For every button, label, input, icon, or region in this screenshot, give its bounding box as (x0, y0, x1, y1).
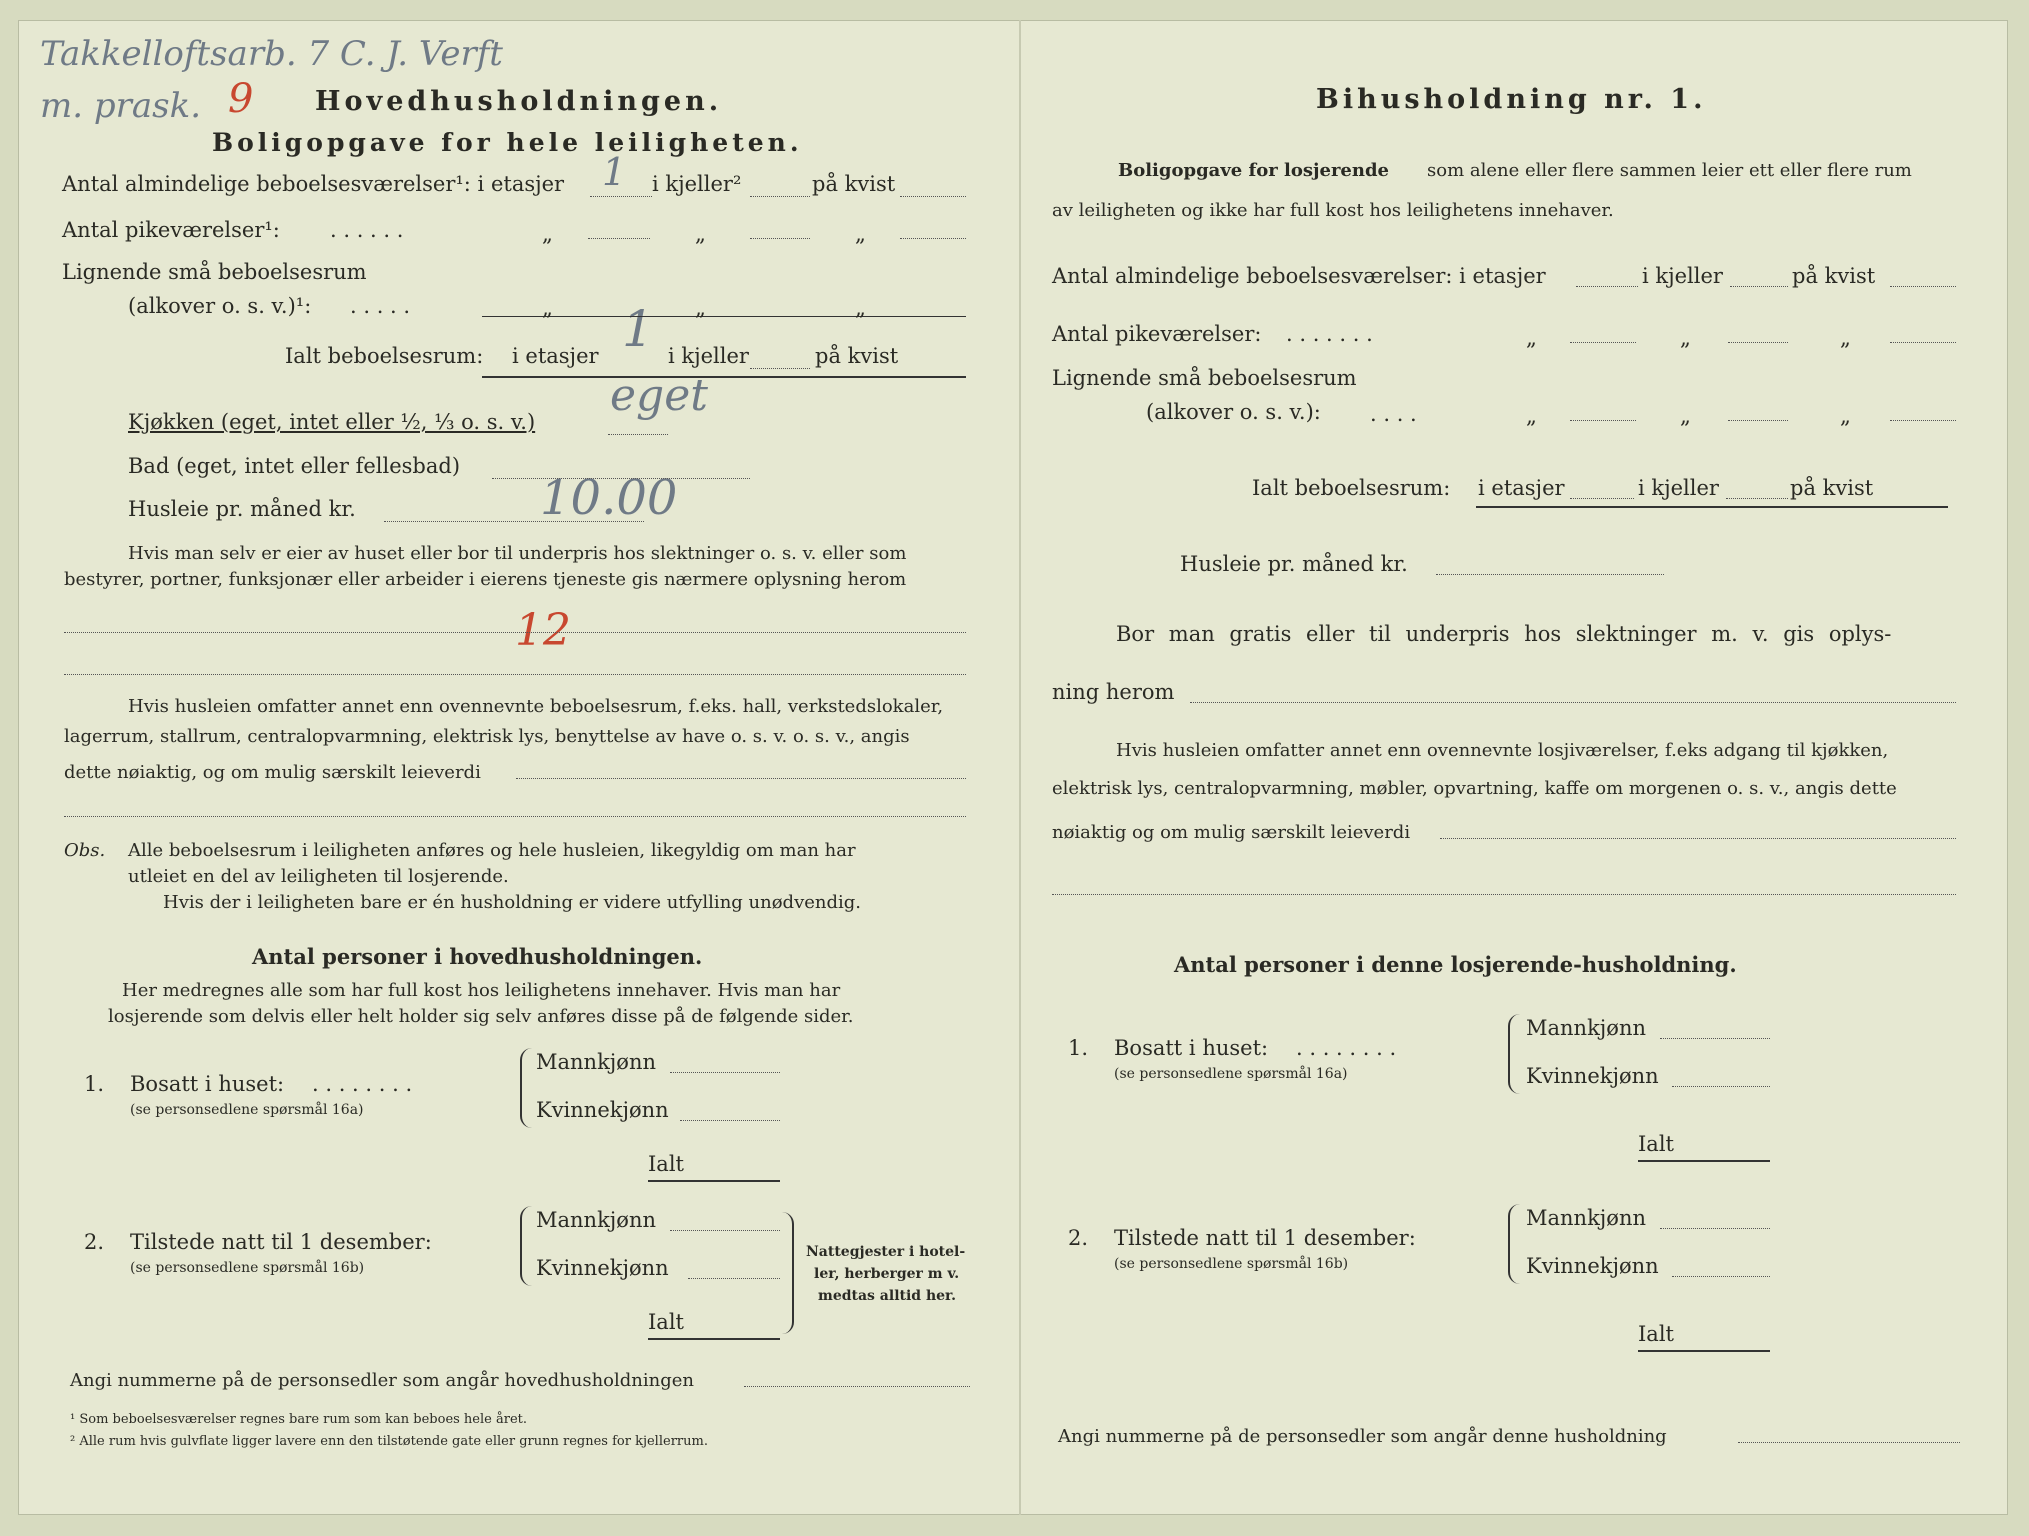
left-bad-line (492, 478, 750, 479)
left-natt-note2: ler, herberger m v. (814, 1266, 960, 1282)
left-eier-p2: bestyrer, portner, funksjonær eller arbeider i eierens tjeneste gis nærmere oplysning herom (64, 569, 907, 590)
left-persons-title: Antal personer i hovedhusholdningen. (252, 944, 703, 969)
handwritten-corner-number: 9 (228, 76, 254, 122)
left-persons-p1: Her medregnes alle som har full kost hos leilighetens innehaver. Hvis man har (122, 980, 841, 1001)
left-q2-sub: (se personsedlene spørsmål 16b) (130, 1260, 365, 1276)
right-row3-line1 (1570, 420, 1636, 421)
left-row3-dots: . . . . . (350, 294, 411, 318)
left-row1-kjeller-line (750, 196, 810, 197)
right-q1-brace (1508, 1014, 1520, 1094)
left-eier-line2 (64, 674, 966, 675)
left-row2-quote2: „ (695, 222, 706, 246)
page-fold (1019, 20, 1021, 1515)
left-row4-kvist: på kvist (815, 344, 899, 368)
right-row4-label: Ialt beboelsesrum: (1252, 476, 1451, 500)
left-footnote-2: ² Alle rum hvis gulvflate ligger lavere enn den tilstøtende gate eller grunn regnes for kjellerrum. (70, 1434, 708, 1449)
right-q2-mann-line (1660, 1228, 1770, 1229)
right-q2-sub: (se personsedlene spørsmål 16b) (1114, 1256, 1349, 1272)
right-husleie-label: Husleie pr. måned kr. (1180, 552, 1408, 576)
right-row3-line2 (1728, 420, 1788, 421)
left-omfatter-p1: Hvis husleien omfatter annet enn ovennevnte beboelsesrum, f.eks. hall, verkstedslokaler, (128, 696, 944, 717)
right-row4-etasjer: i etasjer (1478, 476, 1565, 500)
right-row4-kjeller-line (1726, 498, 1788, 499)
right-gratis-line1: Bor man gratis eller til underpris hos slektninger m. v. gis oplys- (1116, 622, 1892, 646)
right-row2-quote3: „ (1840, 326, 1851, 350)
right-q1-kvinne-line (1672, 1086, 1770, 1087)
left-obs-label: Obs. (64, 840, 106, 861)
left-q2-brace (520, 1206, 532, 1286)
right-gratis-line (1190, 702, 1956, 703)
right-row2-line2 (1728, 342, 1788, 343)
left-row2-line2 (750, 238, 810, 239)
left-angi-line (744, 1386, 970, 1387)
handwritten-ialt-etasjer-value: 1 (622, 300, 654, 358)
left-row4-kjeller: i kjeller (668, 344, 749, 368)
left-row3-rule (482, 316, 966, 317)
right-row1-label: Antal almindelige beboelsesværelser: i etasjer (1052, 264, 1546, 288)
right-angi: Angi nummerne på de personsedler som angår denne husholdning (1058, 1426, 1667, 1447)
left-kjokken-line (608, 434, 668, 435)
right-q1-mann-line (1660, 1038, 1770, 1039)
left-row1-kvist: på kvist (812, 172, 896, 196)
left-title: Hovedhusholdningen. (315, 86, 723, 117)
left-q2-mann-line (670, 1230, 780, 1231)
right-row4-etasjer-line (1570, 498, 1634, 499)
right-title: Bihusholdning nr. 1. (1316, 84, 1707, 115)
left-angi: Angi nummerne på de personsedler som angår hovedhusholdningen (70, 1370, 694, 1391)
right-intro-rest: som alene eller flere sammen leier ett eller flere rum (1427, 160, 1912, 181)
left-q1-number: 1. (84, 1072, 105, 1096)
left-husleie-line (384, 521, 644, 522)
left-omfatter-p3: dette nøiaktig, og om mulig særskilt leieverdi (64, 762, 481, 783)
right-persons-title: Antal personer i denne losjerende-husholdning. (1174, 952, 1737, 977)
right-row4-kjeller: i kjeller (1638, 476, 1719, 500)
right-intro-line2: av leiligheten og ikke har full kost hos leilighetens innehaver. (1052, 200, 1614, 221)
left-row1-kjeller: i kjeller² (652, 172, 742, 196)
right-angi-line (1738, 1442, 1960, 1443)
left-q2-ialt-rule (648, 1338, 780, 1340)
left-q2-kvinne: Kvinnekjønn (536, 1256, 669, 1280)
right-row3-quote3: „ (1840, 404, 1851, 428)
left-q1-sub: (se personsedlene spørsmål 16a) (130, 1102, 364, 1118)
left-row3-label2: (alkover o. s. v.)¹: (128, 294, 312, 318)
left-bad-label: Bad (eget, intet eller fellesbad) (128, 454, 461, 478)
left-row3-quote1: „ (542, 296, 553, 320)
left-row2-quote1: „ (542, 222, 553, 246)
left-row4-etasjer: i etasjer (512, 344, 599, 368)
right-omfatter-line2 (1052, 894, 1956, 895)
right-q1-ialt: Ialt (1638, 1132, 1674, 1156)
left-footnote-1: ¹ Som beboelsesværelser regnes bare rum som kan beboes hele året. (70, 1412, 527, 1427)
right-q2-kvinne: Kvinnekjønn (1526, 1254, 1659, 1278)
left-row4-rule (482, 376, 966, 378)
left-q2-label: Tilstede natt til 1 desember: (130, 1230, 432, 1254)
handwritten-corner-line1: Takkelloftsarb. 7 C. J. Verft (40, 34, 503, 74)
left-row1-etasjer-line (590, 196, 652, 197)
right-q2-brace (1508, 1204, 1520, 1284)
right-row1-kvist-line (1890, 286, 1956, 287)
left-row1-label: Antal almindelige beboelsesværelser¹: i etasjer (62, 172, 565, 196)
left-natt-note1: Nattegjester i hotel- (806, 1244, 966, 1260)
left-q1-kvinne: Kvinnekjønn (536, 1098, 669, 1122)
right-row4-kvist: på kvist (1790, 476, 1874, 500)
left-row2-line3 (900, 238, 966, 239)
right-omfatter-p3: nøiaktig og om mulig særskilt leieverdi (1052, 822, 1411, 843)
right-q2-number: 2. (1068, 1226, 1089, 1250)
right-q2-kvinne-line (1672, 1276, 1770, 1277)
handwritten-husleie-value: 10.00 (540, 470, 678, 526)
right-row1-kvist: på kvist (1792, 264, 1876, 288)
left-kjokken-label: Kjøkken (eget, intet eller ½, ⅓ o. s. v.) (128, 410, 536, 434)
left-q1-kvinne-line (680, 1120, 780, 1121)
left-obs-p2: utleiet en del av leiligheten til losjerende. (128, 866, 509, 887)
right-row2-label: Antal pikeværelser: (1052, 322, 1262, 346)
right-q1-ialt-rule (1638, 1160, 1770, 1162)
left-subtitle: Boligopgave for hele leiligheten. (212, 128, 803, 157)
left-q1-label: Bosatt i huset: (130, 1072, 285, 1096)
right-row2-quote1: „ (1526, 326, 1537, 350)
left-q2-number: 2. (84, 1230, 105, 1254)
left-omfatter-p2: lagerrum, stallrum, centralopvarmning, elektrisk lys, benyttelse av have o. s. v. o. s. v., angis (64, 726, 910, 747)
right-omfatter-p1: Hvis husleien omfatter annet enn ovennevnte losjiværelser, f.eks adgang til kjøkken, (1116, 740, 1889, 761)
left-obs-p1: Alle beboelsesrum i leiligheten anføres og hele husleien, likegyldig om man har (128, 840, 856, 861)
left-q2-right-brace (782, 1212, 794, 1334)
right-row2-line1 (1570, 342, 1636, 343)
right-row3-quote2: „ (1680, 404, 1691, 428)
left-row4-label: Ialt beboelsesrum: (285, 344, 484, 368)
right-omfatter-p2: elektrisk lys, centralopvarmning, møbler, opvartning, kaffe om morgenen o. s. v., angis dette (1052, 778, 1897, 799)
left-row3-label1: Lignende små beboelsesrum (62, 260, 367, 284)
right-row3-label2: (alkover o. s. v.): (1146, 400, 1321, 424)
left-q1-ialt-rule (648, 1180, 780, 1182)
right-row3-line3 (1890, 420, 1956, 421)
left-q1-dots: . . . . . . . . (312, 1072, 413, 1096)
left-natt-note3: medtas alltid her. (818, 1288, 957, 1304)
right-row1-etasjer-line (1576, 286, 1638, 287)
right-intro-bold: Boligopgave for losjerende (1118, 160, 1390, 181)
left-q2-mann: Mannkjønn (536, 1208, 657, 1232)
right-q1-dots: . . . . . . . . (1296, 1036, 1397, 1060)
right-q1-mann: Mannkjønn (1526, 1016, 1647, 1040)
handwritten-kjokken-value: eget (610, 370, 708, 421)
right-row2-quote2: „ (1680, 326, 1691, 350)
left-row3-quote2: „ (695, 296, 706, 320)
left-eier-line1 (64, 632, 966, 633)
left-eier-p1: Hvis man selv er eier av huset eller bor til underpris hos slektninger o. s. v. eller som (128, 543, 907, 564)
right-row3-dots: . . . . (1370, 402, 1417, 426)
left-q1-ialt: Ialt (648, 1152, 684, 1176)
right-q1-sub: (se personsedlene spørsmål 16a) (1114, 1066, 1348, 1082)
right-row3-label1: Lignende små beboelsesrum (1052, 366, 1357, 390)
left-husleie-label: Husleie pr. måned kr. (128, 497, 356, 521)
left-row2-dots: . . . . . . (330, 218, 404, 242)
right-q1-kvinne: Kvinnekjønn (1526, 1064, 1659, 1088)
left-omfatter-line2 (64, 816, 966, 817)
right-q1-label: Bosatt i huset: (1114, 1036, 1269, 1060)
right-q2-mann: Mannkjønn (1526, 1206, 1647, 1230)
right-row4-rule (1476, 506, 1948, 508)
handwritten-red-mark: 12 (515, 605, 571, 656)
right-row3-quote1: „ (1526, 404, 1537, 428)
right-husleie-line (1436, 574, 1664, 575)
left-obs-p3: Hvis der i leiligheten bare er én husholdning er videre utfylling unødvendig. (163, 892, 862, 913)
right-q1-number: 1. (1068, 1036, 1089, 1060)
right-q2-ialt: Ialt (1638, 1322, 1674, 1346)
right-q2-label: Tilstede natt til 1 desember: (1114, 1226, 1416, 1250)
left-row2-line1 (588, 238, 650, 239)
left-q1-mann-line (670, 1072, 780, 1073)
right-omfatter-line1 (1440, 838, 1956, 839)
left-omfatter-line1 (516, 778, 966, 779)
left-q1-brace (520, 1048, 532, 1128)
right-row1-kjeller: i kjeller (1642, 264, 1723, 288)
left-row3-quote3: „ (855, 296, 866, 320)
right-row2-line3 (1890, 342, 1956, 343)
handwritten-corner-line2: m. prask. (40, 86, 202, 126)
handwritten-etasjer-value: 1 (602, 150, 627, 194)
left-persons-p2: losjerende som delvis eller helt holder sig selv anføres disse på de følgende sider. (108, 1006, 854, 1027)
left-row4-kjeller-line (750, 368, 810, 369)
left-row1-kvist-line (900, 196, 966, 197)
right-gratis-line2: ning herom (1052, 680, 1175, 704)
left-q2-kvinne-line (688, 1278, 780, 1279)
left-q1-mann: Mannkjønn (536, 1050, 657, 1074)
right-row1-kjeller-line (1730, 286, 1788, 287)
left-q2-ialt: Ialt (648, 1310, 684, 1334)
right-row2-dots: . . . . . . . (1286, 322, 1373, 346)
right-q2-ialt-rule (1638, 1350, 1770, 1352)
left-row2-label: Antal pikeværelser¹: (62, 218, 280, 242)
left-row2-quote3: „ (855, 222, 866, 246)
